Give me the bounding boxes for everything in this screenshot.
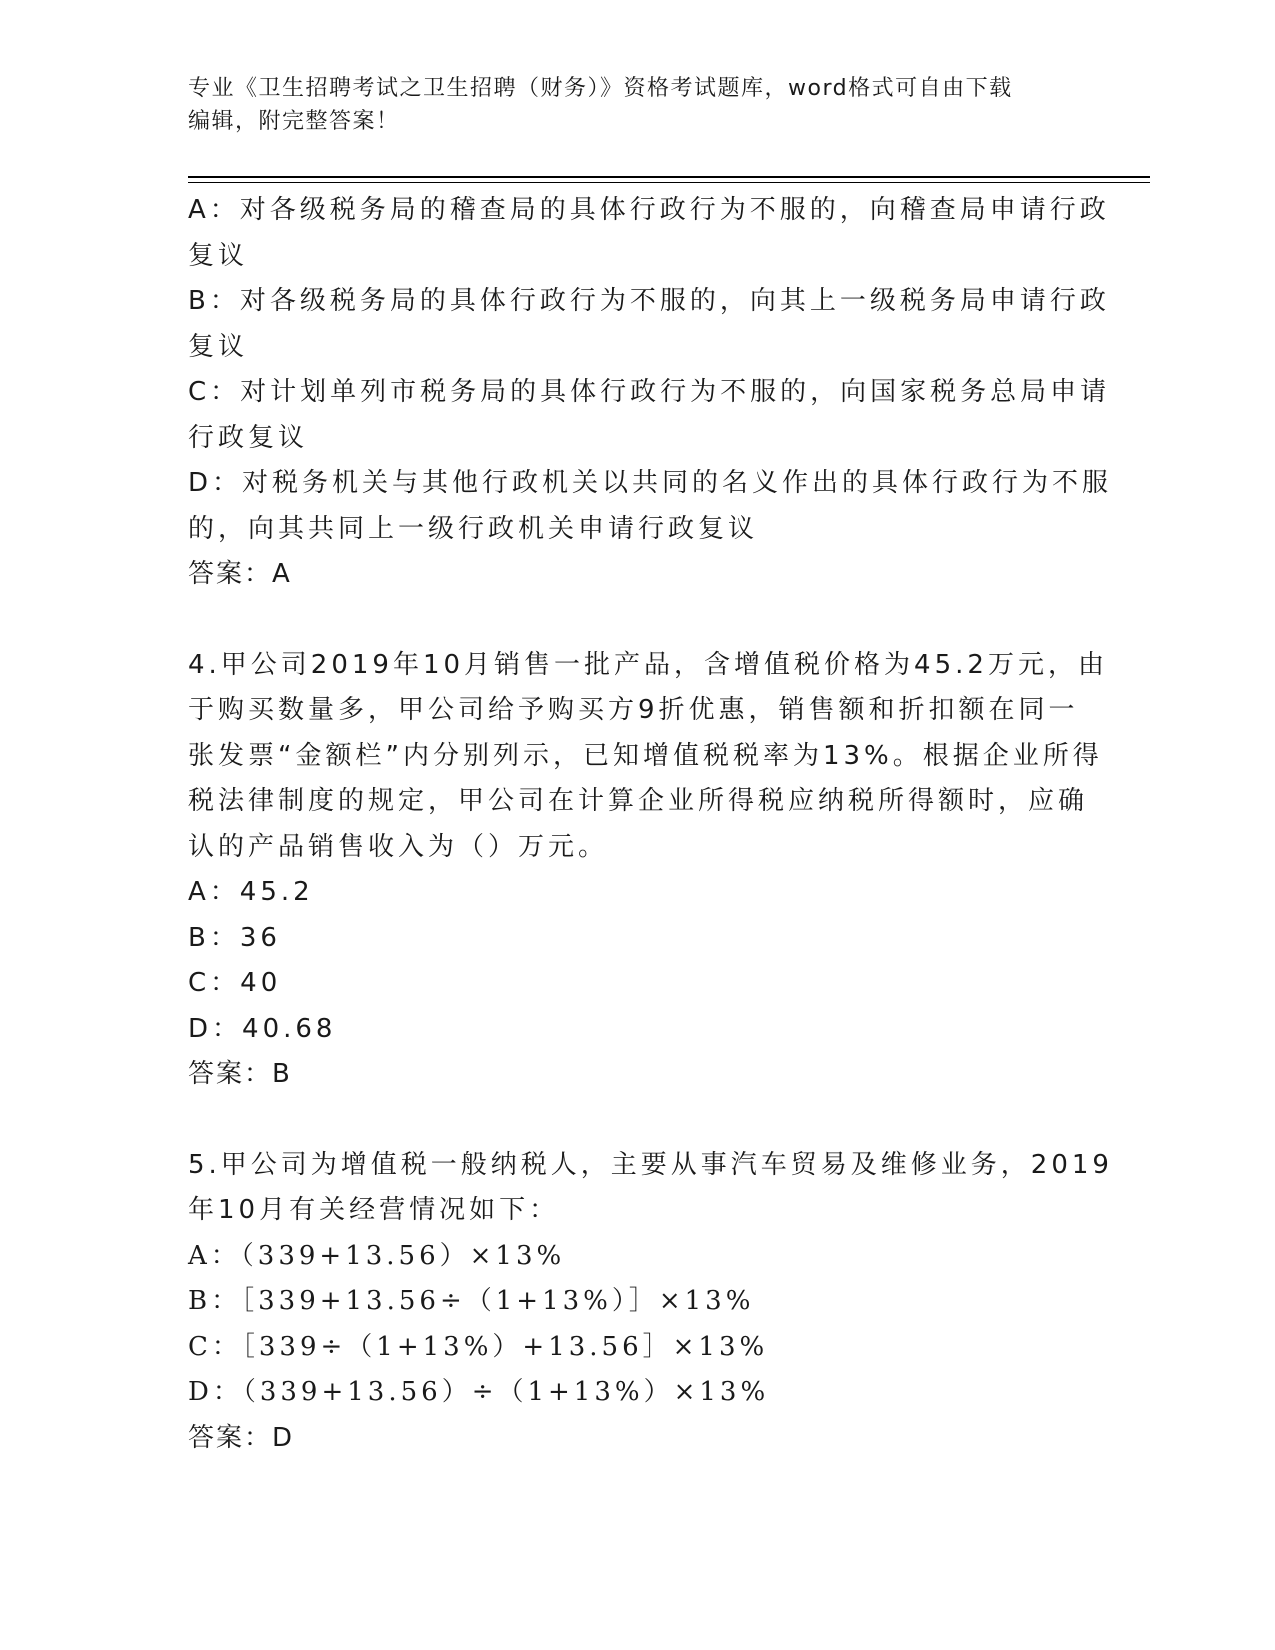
- header-rule-thin: [188, 182, 1150, 183]
- q5-option-a: A：（339+13.56）×13%: [188, 1240, 566, 1271]
- q3-option-d-line-2: 的，向其共同上一级行政机关申请行政复议: [188, 513, 759, 544]
- spacer: [188, 598, 1088, 643]
- question-3: [188, 188, 1113, 598]
- q4-stem-line: 税法律制度的规定，甲公司在计算企业所得税应纳税所得额时，应确: [188, 786, 1089, 816]
- question-4: [188, 643, 1108, 1098]
- q3-option-a-line-2: 复议: [188, 240, 249, 271]
- q4-stem-line: 张发票“金额栏”内分别列示，已知增值税税率为13%。根据企业所得: [188, 740, 1103, 771]
- q3-option-b-line-1: B：对各级税务局的具体行政行为不服的，向其上一级税务局申请行政: [188, 286, 1110, 316]
- q4-stem-line: 认的产品销售收入为（）万元。: [188, 831, 609, 862]
- q4-answer: 答案：B: [188, 1059, 292, 1089]
- q5-option-c: C：［339÷（1+13%）+13.56］×13%: [188, 1331, 769, 1362]
- q4-option-b: B：36: [188, 922, 281, 953]
- q5-stem-line: 年10月有关经营情况如下：: [188, 1195, 560, 1225]
- q5-answer: 答案：D: [188, 1422, 295, 1453]
- header-rule-thick: [188, 176, 1150, 178]
- question-content: [188, 188, 1113, 1461]
- q4-stem-line: 于购买数量多，甲公司给予购买方9折优惠，销售额和折扣额在同一: [188, 695, 1079, 725]
- page-header: [188, 72, 1078, 138]
- spacer: [188, 1098, 1088, 1143]
- header-line-1: 专业《卫生招聘考试之卫生招聘（财务）》资格考试题库，word格式可自由下载: [188, 76, 1013, 101]
- question-5: [188, 1143, 1113, 1462]
- q4-stem-line: 4.甲公司2019年10月销售一批产品，含增值税价格为45.2万元，由: [188, 649, 1108, 680]
- q5-option-d: D：（339+13.56）÷（1+13%）×13%: [188, 1377, 770, 1407]
- q3-option-c-line-2: 行政复议: [188, 422, 309, 453]
- q3-option-a-line-1: A：对各级税务局的稽查局的具体行政行为不服的，向稽查局申请行政: [188, 195, 1110, 225]
- q4-option-c: C：40: [188, 968, 282, 998]
- q5-option-b: B：［339+13.56÷（1+13%）］×13%: [188, 1286, 755, 1316]
- q3-option-b-line-2: 复议: [188, 331, 249, 362]
- q3-option-d-line-1: D：对税务机关与其他行政机关以共同的名义作出的具体行政行为不服: [188, 468, 1113, 498]
- q4-option-d: D：40.68: [188, 1013, 337, 1044]
- q4-option-a: A：45.2: [188, 877, 314, 907]
- q3-answer: 答案：A: [188, 559, 292, 589]
- q5-stem-line: 5.甲公司为增值税一般纳税人，主要从事汽车贸易及维修业务，2019: [188, 1149, 1113, 1180]
- header-line-2: 编辑，附完整答案！: [188, 109, 400, 134]
- q3-option-c-line-1: C：对计划单列市税务局的具体行政行为不服的，向国家税务总局申请: [188, 377, 1111, 407]
